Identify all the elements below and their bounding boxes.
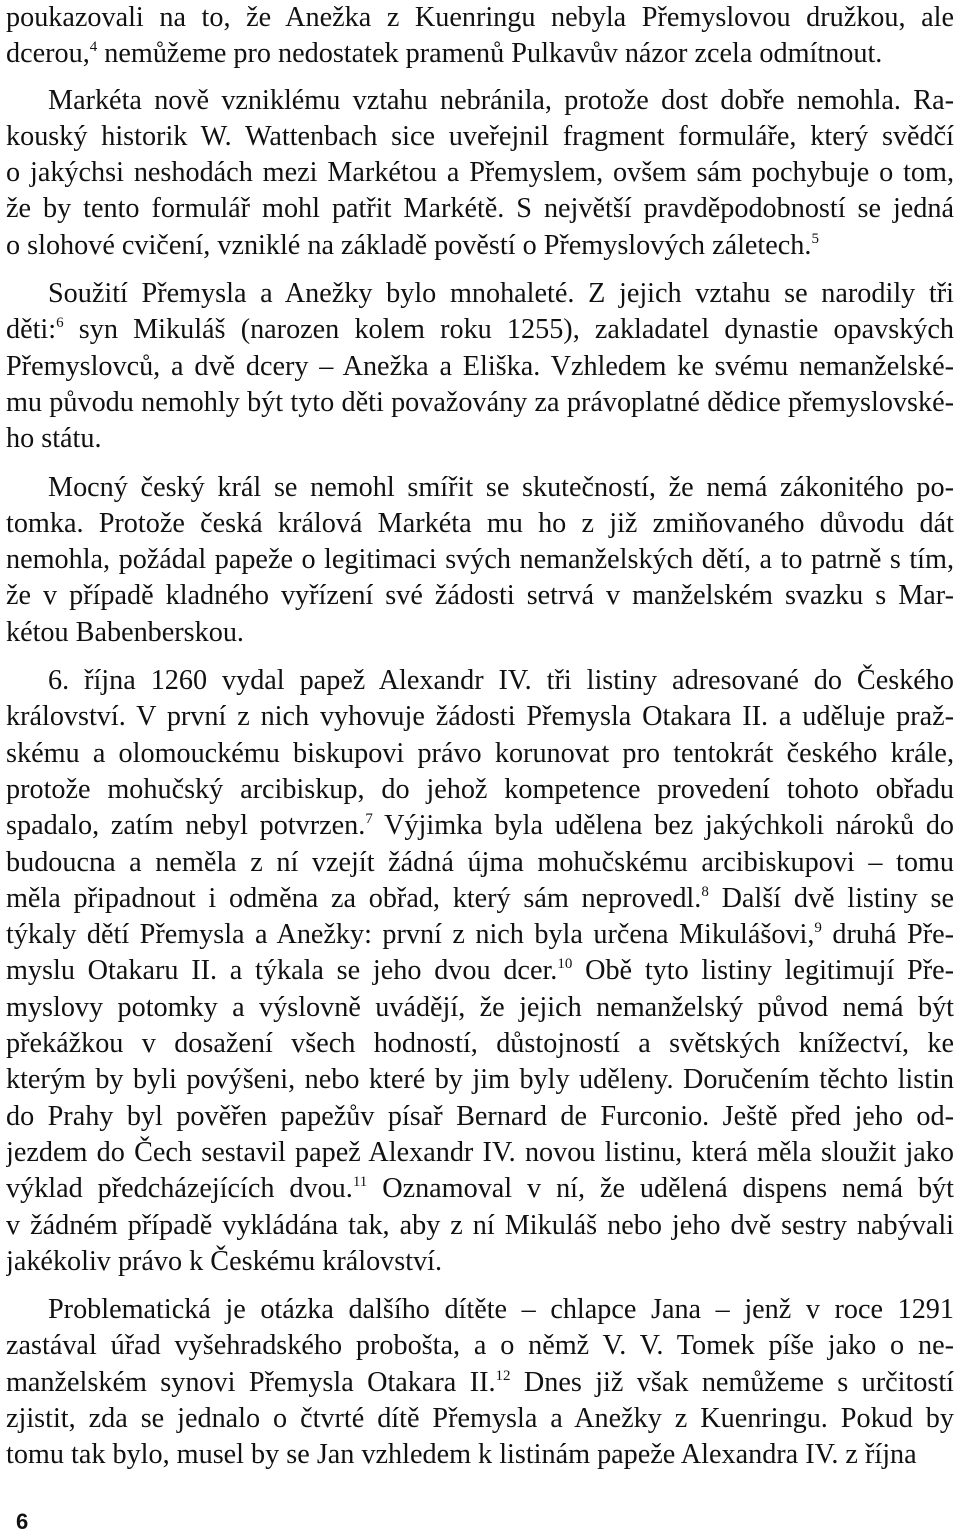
paragraph-5: [6, 663, 954, 1280]
text-line: [6, 808, 954, 844]
text-line: [6, 1062, 954, 1098]
footnote-marker: 4: [89, 39, 98, 56]
text-line: [6, 699, 954, 735]
text-segment: tomka. Protože česká králová Markéta mu ho z již zmiňovaného důvodu dát: [6, 507, 954, 539]
text-line: [6, 228, 954, 264]
text-segment: skému a olomouckému biskupovi právo korunovat pro tentokrát českého krále,: [6, 737, 954, 769]
text-line: [6, 0, 954, 36]
text-segment: 6. října 1260 vydal papež Alexandr IV. tři listiny adresované do Českého: [48, 665, 954, 697]
text-segment: zjistit, zda se jednalo o čtvrté dítě Přemysla a Anežky z Kuenringu. Pokud by: [6, 1402, 954, 1434]
paragraph-2: [6, 83, 954, 264]
text-line: [6, 953, 954, 989]
text-segment: myslu Otakaru II. a týkala se jeho dvou dcer.: [6, 955, 558, 987]
text-segment: výklad předcházejících dvou.: [6, 1173, 353, 1205]
text-segment: myslovy potomky a výslovně uvádějí, že jejich nemanželský původ nemá být: [6, 991, 954, 1023]
text-segment: syn Mikuláš (narozen kolem roku 1255), zakladatel dynastie opavských: [63, 314, 954, 346]
text-line: [6, 1401, 954, 1437]
text-segment: že by tento formulář mohl patřit Markétě. S největší pravděpodobností se jedná: [6, 193, 954, 225]
text-segment: Problematická je otázka dalšího dítěte – chlapce Jana – jenž v roce 1291: [48, 1294, 954, 1326]
text-line: [6, 578, 954, 614]
text-segment: kterým by byli povýšeni, nebo které by jim byly uděleny. Doručením těchto listin: [6, 1064, 954, 1096]
page-body: [6, 0, 954, 1474]
text-line: [6, 506, 954, 542]
text-line: [6, 736, 954, 772]
text-line: [6, 276, 954, 312]
footnote-marker: 6: [56, 315, 64, 332]
text-line: [6, 1437, 954, 1473]
text-segment: Výjimka byla udělena bez jakýchkoli nároků do: [372, 810, 954, 842]
text-segment: o slohové cvičení, vzniklé na základě pověstí o Přemyslových záletech.: [6, 229, 812, 261]
text-segment: překážkou v dosažení všech hodností, důstojností a světských knížectví, ke: [6, 1028, 954, 1060]
text-segment: dcerou,: [6, 38, 90, 70]
footnote-marker: 7: [365, 811, 373, 828]
text-line: [6, 36, 954, 72]
text-segment: tomu tak bylo, musel by se Jan vzhledem k listinám papeže Alexandra IV. z října: [6, 1439, 917, 1471]
text-segment: v žádném případě vykládána tak, aby z ní Mikuláš nebo jeho dvě sestry nabývali: [6, 1209, 954, 1241]
text-line: [6, 1292, 954, 1328]
text-line: [6, 1135, 954, 1171]
text-segment: nemůžeme pro nedostatek pramenů Pulkavův názor zcela odmítnout.: [97, 38, 883, 70]
text-segment: kétou Babenberskou.: [6, 616, 244, 648]
text-line: [6, 312, 954, 348]
text-line: [6, 83, 954, 119]
text-line: [6, 772, 954, 808]
page-number: 6: [16, 1509, 29, 1534]
text-line: [6, 119, 954, 155]
text-segment: děti:: [6, 314, 57, 346]
text-segment: zastával úřad vyšehradského probošta, a o němž V. V. Tomek píše jako o ne-: [6, 1330, 954, 1362]
text-segment: nemohla, požádal papeže o legitimaci svých nemanželských dětí, a to patrně s tím,: [6, 544, 954, 576]
text-segment: týkaly dětí Přemysla a Anežky: první z nich byla určena Mikulášovi,: [6, 919, 815, 951]
text-segment: měla připadnout i odměna za obřad, který sám neprovedl.: [6, 882, 702, 914]
text-segment: Obě tyto listiny legitimují Pře-: [572, 955, 954, 987]
text-segment: ho státu.: [6, 423, 102, 455]
paragraph-4: [6, 470, 954, 651]
footnote-marker: 10: [557, 956, 573, 973]
text-segment: že v případě kladného vyřízení své žádosti setrvá v manželském svazku s Mar-: [6, 580, 954, 612]
text-line: [6, 155, 954, 191]
text-segment: Přemyslovců, a dvě dcery – Anežka a Eliška. Vzhledem ke svému nemanželské-: [6, 350, 954, 382]
text-segment: poukazovali na to, že Anežka z Kuenringu nebyla Přemyslovou družkou, ale: [6, 2, 954, 33]
text-segment: manželském synovi Přemysla Otakara II.: [6, 1366, 496, 1398]
text-line: [6, 1099, 954, 1135]
text-segment: o jakýchsi neshodách mezi Markétou a Přemyslem, ovšem sám pochybuje o tom,: [6, 157, 954, 189]
text-line: [6, 349, 954, 385]
text-line: [6, 470, 954, 506]
text-segment: kouský historik W. Wattenbach sice uveřejnil fragment formuláře, který svědčí: [6, 120, 954, 152]
paragraph-6: [6, 1292, 954, 1473]
text-line: [6, 1328, 954, 1364]
text-segment: království. V první z nich vyhovuje žádosti Přemysla Otakara II. a uděluje praž-: [6, 701, 954, 733]
footnote-marker: 11: [352, 1174, 368, 1191]
text-line: [6, 615, 954, 651]
text-line: [6, 663, 954, 699]
paragraph-1: [6, 0, 954, 73]
footnote-marker: 12: [495, 1367, 511, 1384]
text-segment: Soužití Přemysla a Anežky bylo mnohaleté. Z jejich vztahu se narodily tři: [48, 278, 954, 310]
text-segment: Oznamoval v ní, že udělená dispens nemá být: [367, 1173, 954, 1205]
text-line: [6, 421, 954, 457]
text-line: [6, 1026, 954, 1062]
text-segment: jezdem do Čech sestavil papež Alexandr IV. novou listinu, která měla sloužit jako: [6, 1136, 954, 1168]
text-line: [6, 881, 954, 917]
footnote-marker: 8: [701, 883, 709, 900]
text-line: [6, 542, 954, 578]
text-line: [6, 1365, 954, 1401]
text-line: [6, 1208, 954, 1244]
text-segment: jakékoliv právo k Českému království.: [6, 1245, 443, 1277]
paragraph-3: [6, 276, 954, 457]
text-line: [6, 1171, 954, 1207]
text-segment: Mocný český král se nemohl smířit se skutečností, že nemá zákonitého po-: [48, 471, 954, 503]
text-segment: protože mohučský arcibiskup, do jehož kompetence provedení tohoto obřadu: [6, 773, 954, 805]
text-line: [6, 191, 954, 227]
text-line: [6, 990, 954, 1026]
text-segment: Markéta nově vzniklému vztahu nebránila, protože dost dobře nemohla. Ra-: [48, 84, 954, 116]
text-segment: druhá Pře-: [821, 919, 954, 951]
text-segment: Další dvě listiny se: [708, 882, 954, 914]
text-segment: budoucna a neměla z ní vzejít žádná újma mohučskému arcibiskupovi – tomu: [6, 846, 954, 878]
text-segment: do Prahy byl pověřen papežův písař Bernard de Furconio. Ještě před jeho od-: [6, 1100, 954, 1132]
text-line: [6, 385, 954, 421]
text-line: [6, 917, 954, 953]
text-segment: Dnes již však nemůžeme s určitostí: [510, 1366, 954, 1398]
text-segment: spadalo, zatím nebyl potvrzen.: [6, 810, 366, 842]
text-line: [6, 1244, 954, 1280]
text-line: [6, 845, 954, 881]
footnote-marker: 9: [814, 920, 822, 937]
footnote-marker: 5: [811, 230, 819, 247]
text-segment: mu původu nemohly být tyto děti považovány za právoplatné dědice přemyslovské-: [6, 386, 954, 418]
